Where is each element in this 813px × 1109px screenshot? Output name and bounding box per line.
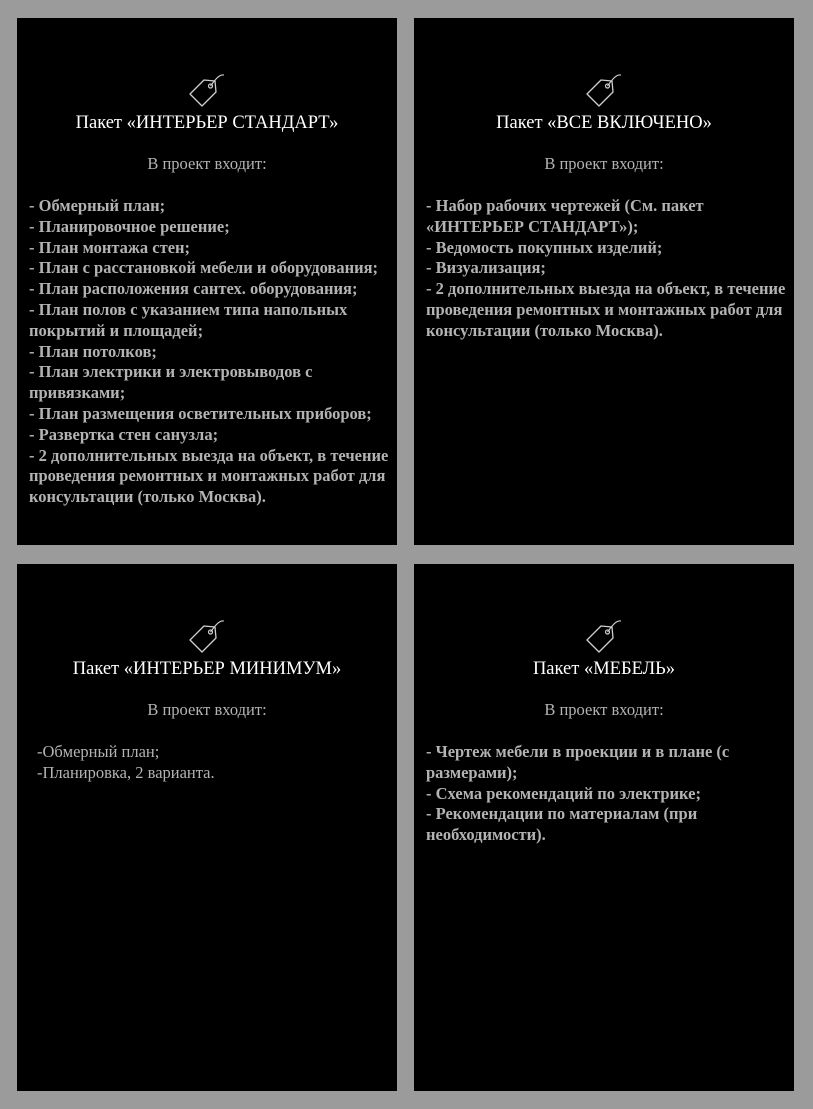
package-card-furniture	[414, 564, 794, 1091]
package-items-list	[29, 196, 389, 508]
list-item: - Набор рабочих чертежей (См. пакет «ИНТЕРЬЕР СТАНДАРТ»);	[426, 196, 704, 236]
list-item: - Обмерный план;	[29, 196, 166, 215]
package-subtitle: В проект входит:	[544, 154, 664, 173]
package-card-interior-minimum	[17, 564, 397, 1091]
list-item: - План с расстановкой мебели и оборудования;	[29, 258, 379, 278]
list-item: - Рекомендации по материалам (при необходимости).	[426, 804, 698, 845]
list-item: - Чертеж мебели в проекции и в плане (с размерами);	[426, 742, 730, 782]
package-subtitle: В проект входит:	[147, 700, 267, 719]
list-item: - Ведомость покупных изделий;	[426, 237, 663, 257]
list-item: - План размещения осветительных приборов;	[29, 403, 372, 423]
list-item: - 2 дополнительных выезда на объект, в течение проведения ремонтных и монтажных работ для консультации (только Москва).	[426, 279, 786, 340]
package-title: Пакет «ИНТЕРЬЕР СТАНДАРТ»	[75, 113, 339, 133]
price-tag-icon	[583, 72, 625, 110]
list-item: - План электрики и электровыводов с привязками;	[29, 362, 313, 403]
list-item: - Планировочное решение;	[29, 216, 230, 236]
price-tag-icon	[583, 618, 625, 656]
list-item: - 2 дополнительных выезда на объект, в течение проведения ремонтных и монтажных работ для консультации (только Москва).	[29, 445, 389, 507]
package-card-interior-standard	[17, 18, 397, 545]
list-item: - План потолков;	[29, 341, 157, 361]
package-subtitle: В проект входит:	[147, 154, 267, 173]
list-item: - План полов с указанием типа напольных покрытий и площадей;	[29, 299, 348, 340]
list-item: - Развертка стен санузла;	[29, 424, 219, 444]
package-title: Пакет «ВСЕ ВКЛЮЧЕНО»	[496, 113, 712, 133]
list-item: -Планировка, 2 варианта.	[37, 762, 215, 782]
package-title: Пакет «ИНТЕРЬЕР МИНИМУМ»	[72, 659, 342, 679]
price-tag-icon	[186, 618, 228, 656]
package-card-all-inclusive	[414, 18, 794, 545]
package-items-list	[426, 742, 786, 846]
list-item: - Визуализация;	[426, 258, 546, 278]
package-title: Пакет «МЕБЕЛЬ»	[532, 659, 676, 679]
list-item: -Обмерный план;	[37, 742, 160, 761]
price-tag-icon	[186, 72, 228, 110]
list-item: - Схема рекомендаций по электрике;	[426, 783, 701, 803]
package-items-list	[37, 742, 389, 784]
list-item: - План монтажа стен;	[29, 237, 191, 257]
list-item: - План расположения сантех. оборудования;	[29, 279, 358, 299]
package-subtitle: В проект входит:	[544, 700, 664, 719]
package-items-list	[426, 196, 786, 342]
